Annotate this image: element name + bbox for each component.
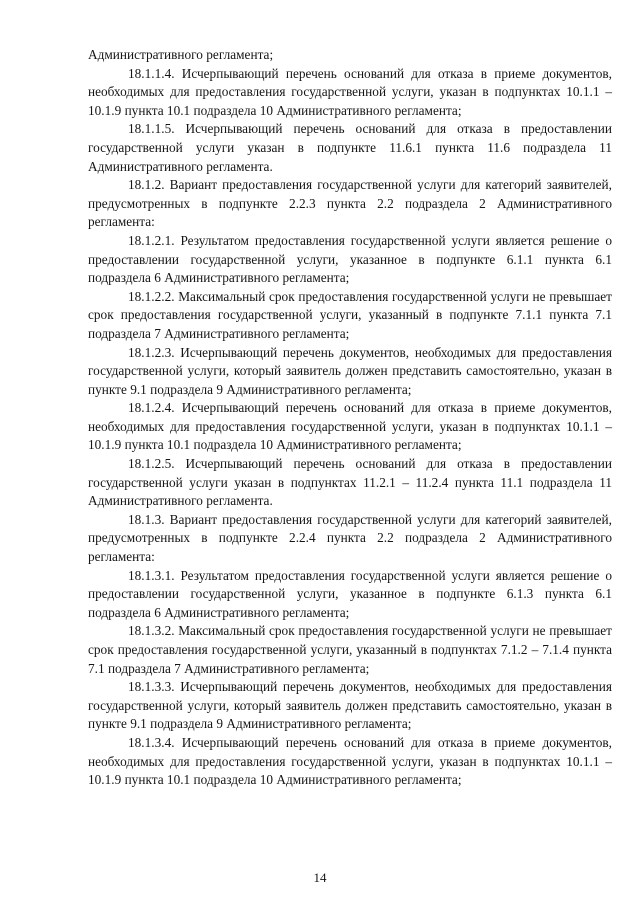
paragraph: 18.1.2.1. Результатом предоставления государственной услуги является решение о предоставлении государственной услуги, указанное в подпункте 6.1.1 пункта 6.1 подраздела 6 Административного регламента; bbox=[88, 232, 612, 286]
paragraph: 18.1.3. Вариант предоставления государственной услуги для категорий заявителей, предусмотренных в подпункте 2.2.4 пункта 2.2 подраздела 2 Административного регламента: bbox=[88, 511, 612, 565]
paragraph: 18.1.1.4. Исчерпывающий перечень оснований для отказа в приеме документов, необходимых для предоставления государственной услуги, указан в подпунктах 10.1.1 – 10.1.9 пункта 10.1 подраздела 10 Административного регламента; bbox=[88, 65, 612, 118]
paragraph: 18.1.2. Вариант предоставления государственной услуги для категорий заявителей, предусмотренных в подпункте 2.2.3 пункта 2.2 подраздела 2 Административного регламента: bbox=[88, 177, 612, 230]
paragraph: 18.1.2.5. Исчерпывающий перечень оснований для отказа в предоставлении государственной услуги указан в подпунктах 11.2.1 – 11.2.4 пункта 11.1 подраздела 11 Административного регламента. bbox=[88, 456, 612, 509]
paragraph: 18.1.1.5. Исчерпывающий перечень оснований для отказа в предоставлении государственной услуги указан в подпункте 11.6.1 пункта 11.6 подраздела 11 Административного регламента. bbox=[88, 121, 612, 174]
document-body bbox=[88, 46, 612, 790]
paragraph: 18.1.2.2. Максимальный срок предоставления государственной услуги не превышает срок предоставления государственной услуги, указанный в подпункте 7.1.1 пункта 7.1 подраздела 7 Административного регламента; bbox=[88, 288, 612, 341]
page-number: 14 bbox=[313, 870, 327, 885]
paragraph: 18.1.2.4. Исчерпывающий перечень оснований для отказа в приеме документов, необходимых для предоставления государственной услуги, указан в подпунктах 10.1.1 – 10.1.9 пункта 10.1 подраздела 10 Административного регламента; bbox=[88, 400, 612, 453]
paragraph: Административного регламента; bbox=[88, 47, 274, 62]
paragraph: 18.1.3.3. Исчерпывающий перечень документов, необходимых для предоставления государственной услуги, который заявитель должен представить самостоятельно, указан в пункте 9.1 подраздела 9 Административного регламента; bbox=[88, 679, 612, 732]
paragraph: 18.1.2.3. Исчерпывающий перечень документов, необходимых для предоставления государственной услуги, который заявитель должен представить самостоятельно, указан в пункте 9.1 подраздела 9 Административного регламента; bbox=[88, 344, 612, 397]
paragraph: 18.1.3.2. Максимальный срок предоставления государственной услуги не превышает срок предоставления государственной услуги, указанный в подпунктах 7.1.2 – 7.1.4 пункта 7.1 подраздела 7 Административного регламента; bbox=[88, 623, 612, 676]
paragraph: 18.1.3.4. Исчерпывающий перечень оснований для отказа в приеме документов, необходимых для предоставления государственной услуги, указан в подпунктах 10.1.1 – 10.1.9 пункта 10.1 подраздела 10 Административного регламента; bbox=[88, 734, 612, 788]
paragraph: 18.1.3.1. Результатом предоставления государственной услуги является решение о предоставлении государственной услуги, указанное в подпункте 6.1.3 пункта 6.1 подраздела 6 Административного регламента; bbox=[88, 567, 612, 620]
